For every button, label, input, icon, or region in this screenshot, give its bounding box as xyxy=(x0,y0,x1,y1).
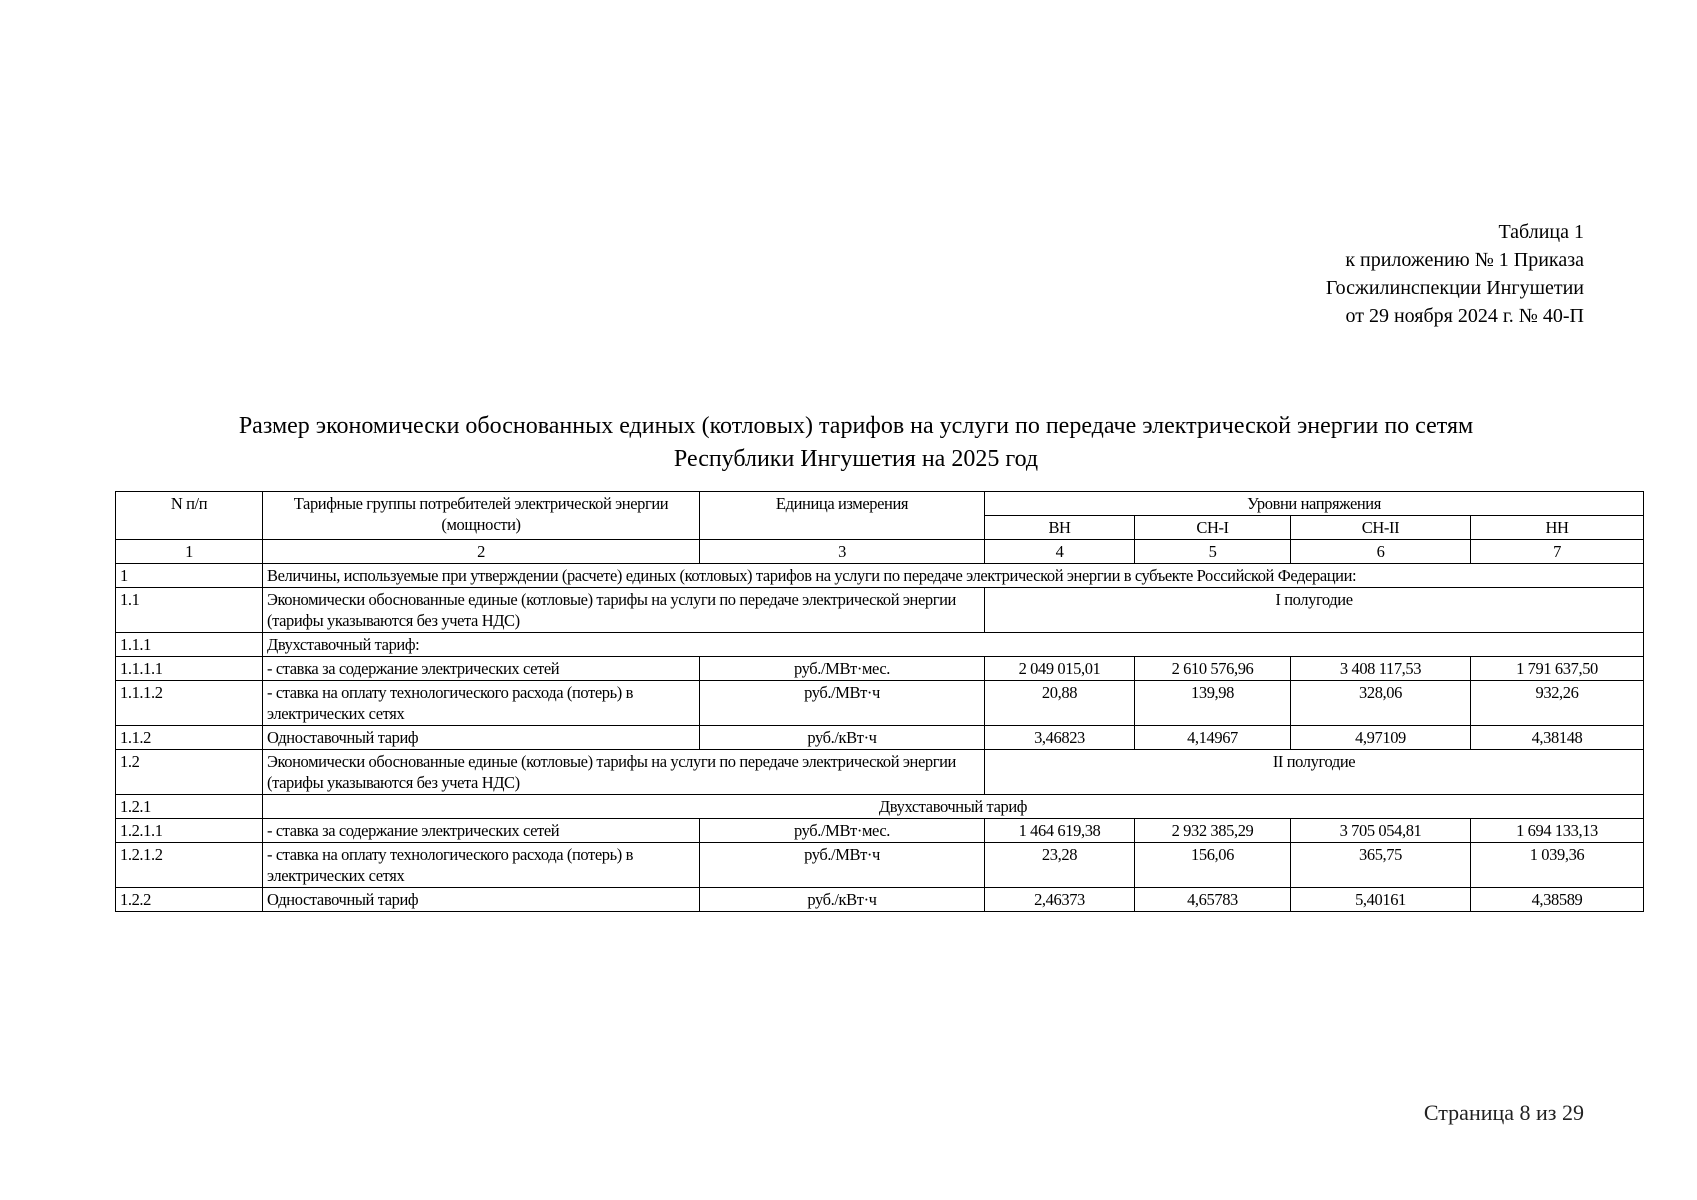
colnum-5: 5 xyxy=(1135,540,1291,564)
row-unit: руб./кВт·ч xyxy=(700,888,985,912)
colnum-1: 1 xyxy=(116,540,263,564)
row-text: Двухставочный тариф: xyxy=(263,633,1644,657)
order-date-label: от 29 ноября 2024 г. № 40-П xyxy=(1345,305,1584,327)
colnum-7: 7 xyxy=(1471,540,1644,564)
issuer-label: Госжилинспекции Ингушетии xyxy=(1325,277,1584,299)
column-number-row xyxy=(116,540,1644,564)
table-row xyxy=(116,633,1644,657)
row-unit: руб./МВт·мес. xyxy=(700,657,985,681)
table-row xyxy=(116,588,1644,633)
colnum-2: 2 xyxy=(263,540,700,564)
colnum-4: 4 xyxy=(985,540,1135,564)
row-num: 1.1 xyxy=(116,588,263,633)
table-row xyxy=(116,750,1644,795)
value-sn2: 3 705 054,81 xyxy=(1291,819,1471,843)
value-sn2: 3 408 117,53 xyxy=(1291,657,1471,681)
table-label: Таблица 1 xyxy=(1498,221,1584,243)
row-text: Экономически обоснованные единые (котловые) тарифы на услуги по передаче электрической энергии (тарифы указываются без учета НДС) xyxy=(263,750,985,795)
row-num: 1.2.1 xyxy=(116,795,263,819)
colnum-3: 3 xyxy=(700,540,985,564)
value-sn1: 139,98 xyxy=(1135,681,1291,726)
row-text: Величины, используемые при утверждении (расчете) единых (котловых) тарифов на услуги по передаче электрической энергии в субъекте Российской Федерации: xyxy=(263,564,1644,588)
header-sn1: СН-I xyxy=(1135,516,1291,540)
header-unit: Единица измерения xyxy=(700,492,985,540)
row-text: - ставка на оплату технологического расхода (потерь) в электрических сетях xyxy=(263,843,700,888)
value-vn: 23,28 xyxy=(985,843,1135,888)
row-unit: руб./МВт·ч xyxy=(700,681,985,726)
header-num: N п/п xyxy=(116,492,263,540)
header-nn: НН xyxy=(1471,516,1644,540)
header-voltage-levels: Уровни напряжения xyxy=(985,492,1644,516)
value-nn: 1 694 133,13 xyxy=(1471,819,1644,843)
row-text: - ставка на оплату технологического расхода (потерь) в электрических сетях xyxy=(263,681,700,726)
order-reference xyxy=(1326,218,1584,330)
value-vn: 3,46823 xyxy=(985,726,1135,750)
colnum-6: 6 xyxy=(1291,540,1471,564)
table-row xyxy=(116,726,1644,750)
value-sn2: 328,06 xyxy=(1291,681,1471,726)
row-num: 1.2.2 xyxy=(116,888,263,912)
row-num: 1.2 xyxy=(116,750,263,795)
value-nn: 1 791 637,50 xyxy=(1471,657,1644,681)
value-vn: 1 464 619,38 xyxy=(985,819,1135,843)
row-text: - ставка за содержание электрических сетей xyxy=(263,819,700,843)
row-num: 1.2.1.2 xyxy=(116,843,263,888)
appendix-label: к приложению № 1 Приказа xyxy=(1345,249,1584,271)
value-nn: 1 039,36 xyxy=(1471,843,1644,888)
row-text: Одноставочный тариф xyxy=(263,726,700,750)
table-row xyxy=(116,888,1644,912)
row-num: 1.2.1.1 xyxy=(116,819,263,843)
row-unit: руб./МВт·ч xyxy=(700,843,985,888)
value-sn1: 2 932 385,29 xyxy=(1135,819,1291,843)
period-label: II полугодие xyxy=(985,750,1644,795)
header-group: Тарифные группы потребителей электрической энергии (мощности) xyxy=(263,492,700,540)
header-sn2: СН-II xyxy=(1291,516,1471,540)
value-sn1: 156,06 xyxy=(1135,843,1291,888)
row-text: Одноставочный тариф xyxy=(263,888,700,912)
table-header-row xyxy=(116,492,1644,516)
table-row xyxy=(116,795,1644,819)
row-text: Экономически обоснованные единые (котловые) тарифы на услуги по передаче электрической энергии (тарифы указываются без учета НДС) xyxy=(263,588,985,633)
row-num: 1.1.1.1 xyxy=(116,657,263,681)
title-line-1: Размер экономически обоснованных единых (котловых) тарифов на услуги по передаче электрической энергии по сетям xyxy=(238,413,1474,439)
value-vn: 2,46373 xyxy=(985,888,1135,912)
value-sn1: 4,14967 xyxy=(1135,726,1291,750)
row-text: - ставка за содержание электрических сетей xyxy=(263,657,700,681)
value-vn: 2 049 015,01 xyxy=(985,657,1135,681)
tariff-table xyxy=(115,491,1644,912)
value-nn: 4,38589 xyxy=(1471,888,1644,912)
page-number: Страница 8 из 29 xyxy=(1423,1100,1584,1125)
row-unit: руб./МВт·мес. xyxy=(700,819,985,843)
row-num: 1.1.2 xyxy=(116,726,263,750)
value-vn: 20,88 xyxy=(985,681,1135,726)
value-sn1: 4,65783 xyxy=(1135,888,1291,912)
value-sn2: 5,40161 xyxy=(1291,888,1471,912)
table-row xyxy=(116,681,1644,726)
row-num: 1.1.1.2 xyxy=(116,681,263,726)
value-nn: 4,38148 xyxy=(1471,726,1644,750)
row-text: Двухставочный тариф xyxy=(263,795,1644,819)
document-title xyxy=(120,410,1592,476)
table-row xyxy=(116,843,1644,888)
table-row xyxy=(116,819,1644,843)
row-num: 1.1.1 xyxy=(116,633,263,657)
table-row xyxy=(116,564,1644,588)
value-sn1: 2 610 576,96 xyxy=(1135,657,1291,681)
table-row xyxy=(116,657,1644,681)
value-sn2: 4,97109 xyxy=(1291,726,1471,750)
title-line-2: Республики Ингушетия на 2025 год xyxy=(673,446,1039,472)
row-unit: руб./кВт·ч xyxy=(700,726,985,750)
value-sn2: 365,75 xyxy=(1291,843,1471,888)
row-num: 1 xyxy=(116,564,263,588)
period-label: I полугодие xyxy=(985,588,1644,633)
header-vn: ВН xyxy=(985,516,1135,540)
value-nn: 932,26 xyxy=(1471,681,1644,726)
